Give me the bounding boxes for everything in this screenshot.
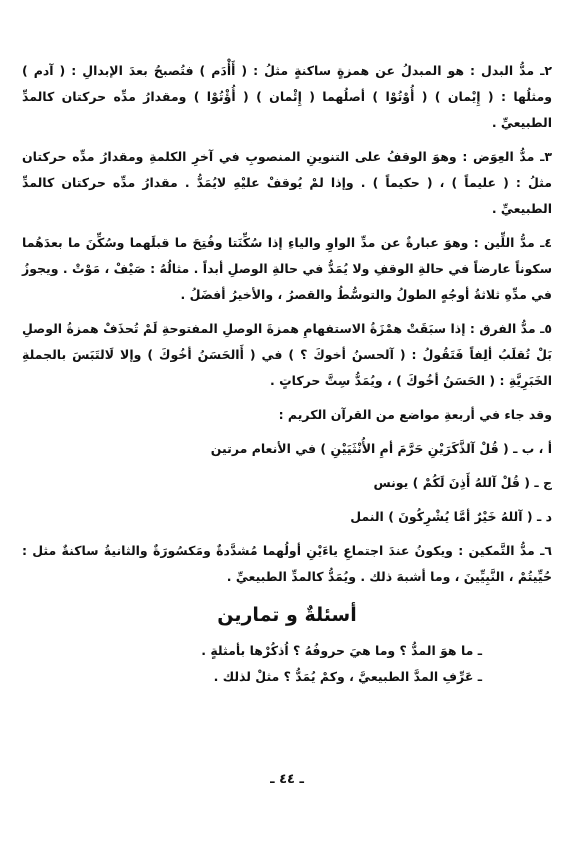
paragraph-tamkeen-madd: ٦ـ مدُّ التَّمكين : ويكونُ عندَ اجتماعِ ياءَيْنِ أولُهما مُشدَّدةٌ ومَكسُورَةٌ والثانيةُ ساكنةٌ مثل : حُيِّيتُمْ ، النَّبِيِّينَ ، وما أشبهَ ذلك . ويُمَدُّ كالمدِّ الطبيعيِّ . <box>22 543 552 584</box>
paragraph-quran-occurrences-intro: وقد جاء في أربعةِ مواضع من القرآن الكريم : <box>278 407 552 422</box>
exercises-heading: أسئلةٌ و تمارين <box>217 604 357 626</box>
paragraph-badal-madd: ٢ـ مدُّ البدل : هو المبدلُ عن همزةٍ ساكنةٍ مثلُ : ( أَأْدَم ) فتُصبحُ بعدَ الإبدالِ : ( آدم ) ومثلُها : ( إِيْمان ) ( أُوْتُوْا ) أصلُهما ( إِئْمان ) ( أُؤْتُوْا ) ومقدارُ مدِّه حركتان كالمدِّ الطبيعيِّ . <box>22 63 552 130</box>
paragraph-example-naml: د ـ ( آللهُ خَيْرٌ أمَّا يُشْرِكُونَ ) النمل <box>350 509 552 524</box>
paragraph-leen-madd: ٤ـ مدُّ اللِّين : وهوَ عبارةٌ عن مدِّ الواوِ والياءِ إذا سُكِّنَتا وفُتِحَ ما قبلَهما وسُكِّنَ ما بعدَهُما سكوناً عارضاً في حالةِ الوقفِ ولا يُمَدُّ في حالةِ الوصلِ أبداً . مثالُهُ : صَيْفْ ، مَوْتْ . ويجوزُ في مدِّهِ ثلاثةُ أوجُهٍ الطولُ والتوسُّطُ والقصرُ ، والأخيرُ أفضَلُ . <box>22 235 552 302</box>
paragraph-farq-madd: ٥ـ مدُّ الفرق : إذا سبَقَتْ همْزَةُ الاستفهامِ همزةَ الوصلِ المفتوحةِ لَمْ تُحذَفْ همزةُ الوصلِ بَلْ تُقلَبُ ألِفاً فَتَقُولُ : ( آلحسنُ أخوكَ ؟ ) في ( أَالحَسَنُ أخُوكَ ) وإلا لَالتَبَسَ بالجملةِ الخَبَرِيَّةِ : ( الحَسَنُ أخُوكَ ) ، ويُمَدُّ سِتَّ حركاتٍ . <box>22 321 552 388</box>
paragraph-example-yunus: ج ـ ( قُلْ آللهُ أَذِنَ لَكُمْ ) يونس <box>373 475 552 490</box>
paragraph-example-anam: أ ، ب ـ ( قُلْ آلذَّكَرَيْنِ حَرَّمَ أمِ الأُنْثَيَيْنِ ) في الأنعام مرتين <box>210 441 552 456</box>
page-content <box>22 58 552 690</box>
question-item: ـ عَرِّفِ المدَّ الطبيعيَّ ، وكمْ يُمَدُّ ؟ مثلْ لذلك . <box>213 669 482 684</box>
paragraph-iwad-madd: ٣ـ مدُّ العِوَض : وهوَ الوقفُ على التنوينِ المنصوبِ في آخرِ الكلمةِ ومقدارُ مدِّه حركتان مثلُ : ( عليماً ) ، ( حكيماً ) . وإذا لمْ يُوقفْ عليْهِ لايُمَدُّ . مقدارُ مدِّه حركتان كالمدِّ الطبيعيِّ . <box>22 149 552 216</box>
page-number: ـ ٤٤ ـ <box>270 772 304 787</box>
question-item: ـ ما هوَ المدُّ ؟ وما هيَ حروفُهُ ؟ اُذكُرْها بأمثلةٍ . <box>201 643 482 658</box>
